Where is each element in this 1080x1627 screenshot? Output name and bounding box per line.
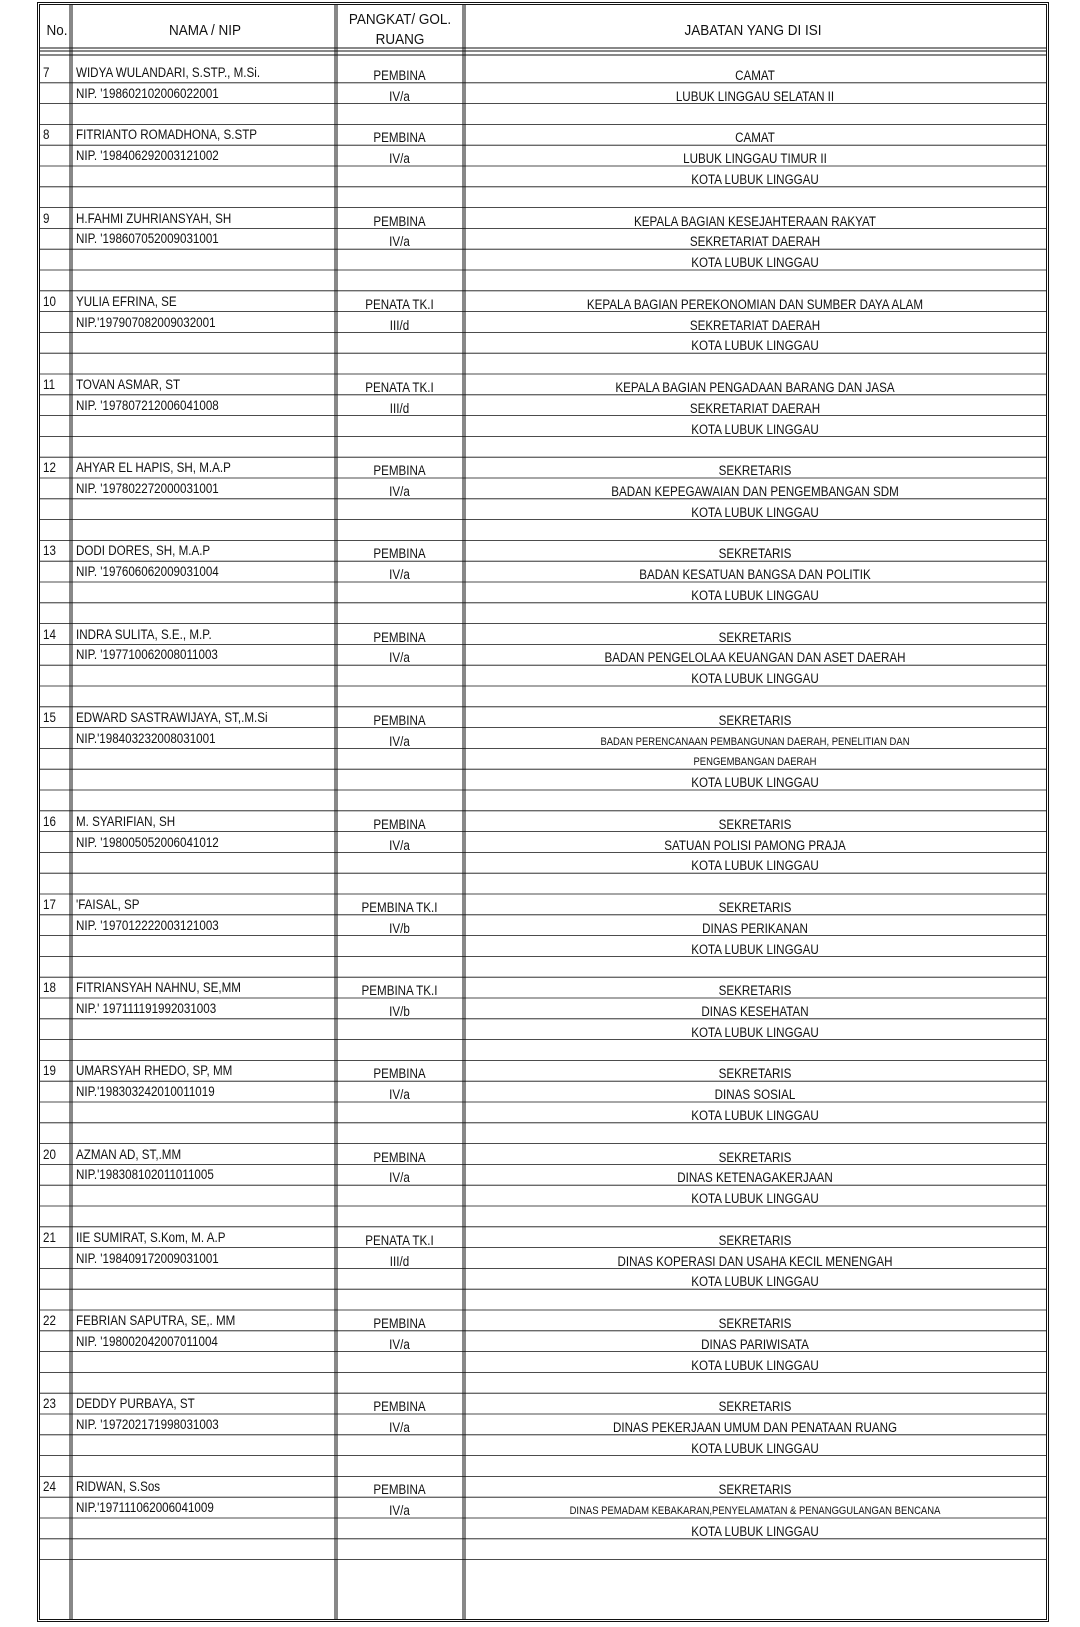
position-line: KOTA LUBUK LINGGAU [691, 338, 819, 354]
position-line: KOTA LUBUK LINGGAU [691, 172, 819, 187]
rank: PENATA TK.I [365, 380, 434, 395]
position-line: SEKRETARIAT DAERAH [689, 400, 821, 416]
employee-nip: NIP.'198308102011011005 [76, 1167, 214, 1183]
position-line: KOTA LUBUK LINGGAU [691, 421, 819, 437]
grade-room: IV/a [389, 650, 410, 666]
rank: PEMBINA [373, 1149, 426, 1165]
rank: PEMBINA [373, 1316, 426, 1331]
position-line: KOTA LUBUK LINGGAU [691, 1524, 819, 1539]
rank: PENATA TK.I [365, 1232, 434, 1248]
position-line: KOTA LUBUK LINGGAU [691, 1357, 819, 1373]
employee-name: DEDDY PURBAYA, ST [76, 1396, 195, 1412]
employee-nip: NIP. '198005052006041012 [76, 834, 219, 850]
position-line: KEPALA BAGIAN KESEJAHTERAAN RAKYAT [634, 213, 876, 229]
employee-nip: NIP.' 197111191992031003 [76, 1001, 217, 1016]
position-line: DINAS KOPERASI DAN USAHA KECIL MENENGAH [617, 1253, 893, 1269]
grade-room: IV/a [389, 88, 410, 104]
employee-name: FITRIANSYAH NAHNU, SE,MM [76, 980, 241, 996]
position-line: KOTA LUBUK LINGGAU [691, 775, 819, 791]
employee-nip: NIP. '197710062008011003 [76, 647, 218, 663]
employee-nip: NIP.'198303242010011019 [76, 1084, 215, 1100]
position-line: SEKRETARIS [718, 546, 792, 562]
employee-nip: NIP. '197807212006041008 [76, 397, 219, 413]
position-line: KOTA LUBUK LINGGAU [691, 671, 819, 687]
employee-nip: NIP. '197202171998031003 [76, 1417, 219, 1432]
employee-nip: NIP. '198602102006022001 [76, 85, 219, 101]
position-line: DINAS PEKERJAAN UMUM DAN PENATAAN RUANG [612, 1420, 898, 1435]
grade-room: IV/b [389, 1004, 410, 1019]
position-line: BADAN KEPEGAWAIAN DAN PENGEMBANGAN SDM [611, 484, 899, 499]
employee-name: IIE SUMIRAT, S.Kom, M. A.P [76, 1229, 226, 1245]
grade-room: IV/a [389, 484, 410, 499]
position-line: KOTA LUBUK LINGGAU [691, 1274, 819, 1290]
position-line: BADAN PENGELOLAA KEUANGAN DAN ASET DAERAH [604, 650, 906, 666]
position-line: SEKRETARIS [718, 1066, 792, 1082]
row-number: 13 [43, 543, 56, 559]
position-line: BADAN KESATUAN BANGSA DAN POLITIK [639, 567, 871, 583]
employee-nip: NIP. '198607052009031001 [76, 231, 219, 247]
employee-nip: NIP.'198403232008031001 [76, 730, 216, 746]
rank: PEMBINA [373, 68, 426, 83]
position-line: SEKRETARIS [718, 1316, 792, 1331]
rank: PEMBINA [373, 213, 426, 229]
employee-nip: NIP. '197606062009031004 [76, 564, 219, 580]
position-line: SEKRETARIS [718, 900, 792, 915]
row-number: 22 [43, 1313, 56, 1328]
row-number: 24 [43, 1479, 56, 1495]
position-line: SEKRETARIS [718, 629, 792, 645]
employee-name: AZMAN AD, ST,.MM [76, 1146, 182, 1162]
grade-room: IV/a [389, 234, 410, 250]
position-line: KOTA LUBUK LINGGAU [691, 588, 819, 603]
employee-name: M. SYARIFIAN, SH [76, 813, 176, 829]
position-line: BADAN PERENCANAAN PEMBANGUNAN DAERAH, PENELITIAN DAN [600, 735, 910, 748]
position-line: DINAS PARIWISATA [701, 1336, 809, 1352]
employee-nip: NIP.'197111062006041009 [76, 1500, 214, 1516]
row-number: 19 [43, 1063, 56, 1079]
rank: PEMBINA [373, 712, 426, 728]
row-number: 18 [43, 980, 56, 996]
position-line: KOTA LUBUK LINGGAU [691, 1108, 819, 1123]
position-line: PENGEMBANGAN DAERAH [693, 756, 817, 769]
header-no: No. [46, 22, 68, 39]
header-pangkat-line1: PANGKAT/ GOL. [348, 11, 452, 28]
row-number: 8 [43, 127, 50, 143]
rank: PEMBINA [373, 130, 426, 146]
position-line: DINAS KESEHATAN [701, 1004, 809, 1019]
position-line: SEKRETARIS [718, 712, 792, 728]
row-number: 16 [43, 813, 56, 829]
row-number: 10 [43, 293, 56, 309]
employee-nip: NIP. '197802272000031001 [76, 481, 219, 496]
grade-room: IV/a [389, 1087, 410, 1103]
employee-name: WIDYA WULANDARI, S.STP., M.Si. [76, 65, 261, 80]
employee-name: YULIA EFRINA, SE [76, 293, 177, 309]
position-line: SEKRETARIAT DAERAH [689, 234, 821, 250]
position-line: DINAS SOSIAL [714, 1087, 796, 1103]
header-jabatan: JABATAN YANG DI ISI [684, 22, 822, 39]
row-number: 17 [43, 897, 56, 912]
employee-name: DODI DORES, SH, M.A.P [76, 543, 211, 559]
position-line: LUBUK LINGGAU TIMUR II [683, 151, 827, 167]
rank: PEMBINA TK.I [361, 983, 438, 999]
position-line: DINAS PERIKANAN [702, 920, 808, 936]
position-line: SEKRETARIAT DAERAH [689, 317, 821, 333]
rank: PENATA TK.I [365, 296, 434, 312]
grade-room: III/d [389, 317, 410, 333]
grade-room: III/d [389, 400, 410, 416]
grade-room: IV/a [389, 1336, 410, 1352]
position-line: LUBUK LINGGAU SELATAN II [675, 88, 835, 104]
position-line: SEKRETARIS [718, 983, 792, 999]
grade-room: IV/b [389, 920, 410, 936]
employee-nip: NIP. '198409172009031001 [76, 1250, 219, 1266]
position-line: SEKRETARIS [718, 463, 792, 479]
row-number: 12 [43, 460, 56, 476]
position-line: CAMAT [735, 130, 775, 146]
position-line: DINAS KETENAGAKERJAAN [677, 1170, 833, 1186]
personnel-table [37, 2, 1049, 1622]
position-line: KOTA LUBUK LINGGAU [691, 1024, 819, 1040]
employee-name: H.FAHMI ZUHRIANSYAH, SH [76, 210, 232, 226]
grade-room: IV/a [389, 837, 410, 853]
rank: PEMBINA TK.I [361, 900, 438, 915]
employee-name: EDWARD SASTRAWIJAYA, ST,.M.Si [76, 709, 268, 725]
position-line: KOTA LUBUK LINGGAU [691, 941, 819, 957]
rank: PEMBINA [373, 546, 426, 562]
position-line: SEKRETARIS [718, 1149, 792, 1165]
position-line: KOTA LUBUK LINGGAU [691, 1191, 819, 1207]
position-line: KEPALA BAGIAN PEREKONOMIAN DAN SUMBER DAYA ALAM [586, 296, 924, 312]
employee-nip: NIP. '197012222003121003 [76, 917, 219, 933]
position-line: CAMAT [735, 68, 775, 83]
grade-room: IV/a [389, 1420, 410, 1435]
position-line: SEKRETARIS [718, 1482, 792, 1498]
employee-name: 'FAISAL, SP [76, 897, 140, 912]
position-line: DINAS PEMADAM KEBAKARAN,PENYELAMATAN & PENANGGULANGAN BENCANA [569, 1505, 941, 1518]
position-line: SEKRETARIS [718, 1232, 792, 1248]
row-number: 20 [43, 1146, 56, 1162]
employee-name: AHYAR EL HAPIS, SH, M.A.P [76, 460, 231, 476]
position-line: SATUAN POLISI PAMONG PRAJA [664, 837, 846, 853]
position-line: KOTA LUBUK LINGGAU [691, 504, 819, 520]
employee-name: FEBRIAN SAPUTRA, SE,. MM [76, 1313, 236, 1328]
rank: PEMBINA [373, 629, 426, 645]
grade-room: IV/a [389, 1503, 410, 1519]
position-line: KOTA LUBUK LINGGAU [691, 255, 819, 271]
row-number: 14 [43, 626, 56, 642]
row-number: 9 [43, 210, 50, 226]
row-number: 7 [43, 65, 50, 80]
header-pangkat-line2: RUANG [375, 31, 425, 48]
employee-name: TOVAN ASMAR, ST [76, 377, 181, 392]
rank: PEMBINA [373, 1482, 426, 1498]
row-number: 21 [43, 1229, 56, 1245]
position-line: SEKRETARIS [718, 816, 792, 832]
header-nama-nip: NAMA / NIP [168, 22, 242, 39]
rank: PEMBINA [373, 1066, 426, 1082]
grade-room: IV/a [389, 1170, 410, 1186]
grade-room: IV/a [389, 567, 410, 583]
rank: PEMBINA [373, 816, 426, 832]
position-line: KOTA LUBUK LINGGAU [691, 858, 819, 874]
employee-name: FITRIANTO ROMADHONA, S.STP [76, 127, 258, 143]
grade-room: III/d [389, 1253, 410, 1269]
employee-name: RIDWAN, S.Sos [76, 1479, 161, 1495]
rank: PEMBINA [373, 1399, 426, 1415]
row-number: 15 [43, 709, 56, 725]
row-number: 11 [43, 377, 56, 392]
employee-nip: NIP.'197907082009032001 [76, 314, 216, 330]
employee-name: UMARSYAH RHEDO, SP, MM [76, 1063, 233, 1079]
position-line: KOTA LUBUK LINGGAU [691, 1440, 819, 1456]
employee-nip: NIP. '198002042007011004 [76, 1333, 218, 1349]
position-line: SEKRETARIS [718, 1399, 792, 1415]
employee-nip: NIP. '198406292003121002 [76, 148, 219, 164]
position-line: KEPALA BAGIAN PENGADAAN BARANG DAN JASA [615, 380, 895, 395]
grade-room: IV/a [389, 151, 410, 167]
row-number: 23 [43, 1396, 56, 1412]
grade-room: IV/a [389, 733, 410, 749]
employee-name: INDRA SULITA, S.E., M.P. [76, 626, 212, 642]
rank: PEMBINA [373, 463, 426, 479]
